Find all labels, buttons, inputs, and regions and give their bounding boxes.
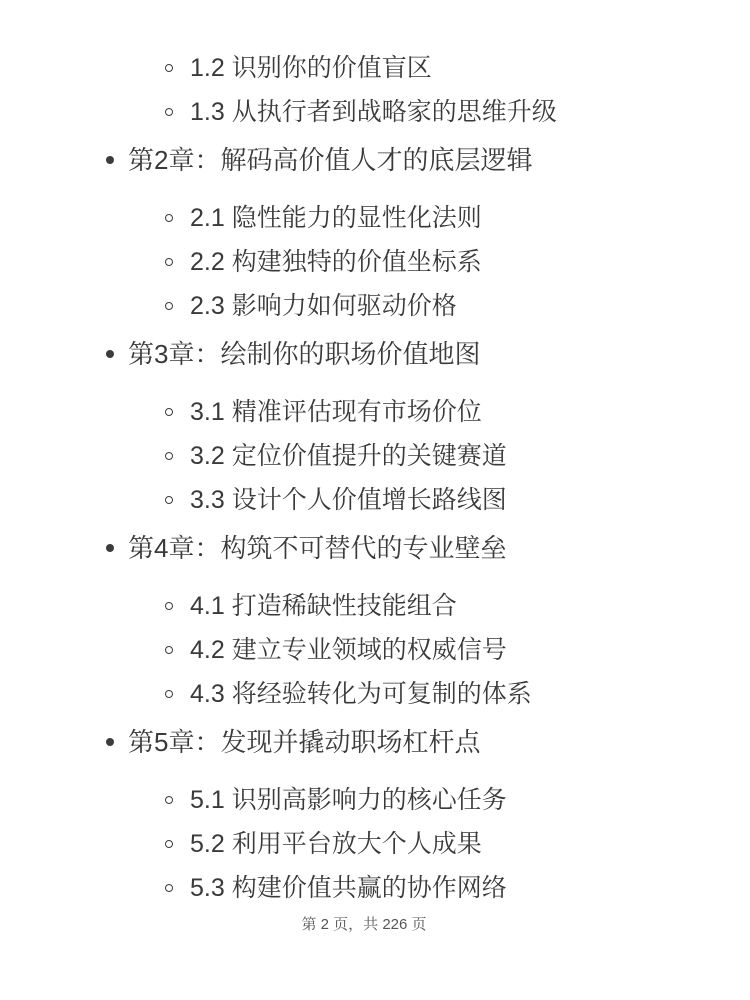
toc-section-item	[0, 394, 750, 430]
bullet-circle-icon	[165, 214, 173, 222]
toc-item-label: 4.3 将经验转化为可复制的体系	[190, 680, 532, 708]
bullet-circle-icon	[165, 452, 173, 460]
bullet-circle-icon	[165, 496, 173, 504]
page-indicator: 第 2 页，共 226 页	[301, 916, 427, 933]
toc-item-label: 第3章：绘制你的职场价值地图	[128, 339, 481, 369]
bullet-circle-icon	[165, 108, 173, 116]
toc-chapter-item	[0, 336, 750, 372]
toc-section-item	[0, 288, 750, 324]
bullet-disc-icon	[106, 156, 114, 164]
toc-item-label: 1.2 识别你的价值盲区	[190, 54, 432, 82]
toc-chapter-item	[0, 530, 750, 566]
bullet-circle-icon	[165, 64, 173, 72]
toc-item-label: 1.3 从执行者到战略家的思维升级	[190, 98, 557, 126]
toc-item-label: 2.3 影响力如何驱动价格	[190, 292, 457, 320]
toc-item-label: 5.3 构建价值共赢的协作网络	[190, 874, 507, 902]
bullet-circle-icon	[165, 646, 173, 654]
toc-item-label: 5.2 利用平台放大个人成果	[190, 830, 482, 858]
page-footer	[0, 914, 750, 936]
toc-item-label: 第5章：发现并撬动职场杠杆点	[128, 727, 481, 757]
toc-section-item	[0, 50, 750, 86]
toc-section-item	[0, 632, 750, 668]
bullet-disc-icon	[106, 350, 114, 358]
bullet-disc-icon	[106, 738, 114, 746]
bullet-circle-icon	[165, 840, 173, 848]
toc-item-label: 第4章：构筑不可替代的专业壁垒	[128, 533, 507, 563]
toc-section-item	[0, 200, 750, 236]
toc-item-label: 3.3 设计个人价值增长路线图	[190, 486, 507, 514]
toc-section-item	[0, 870, 750, 906]
toc-item-label: 2.2 构建独特的价值坐标系	[190, 248, 482, 276]
toc-section-item	[0, 94, 750, 130]
bullet-circle-icon	[165, 690, 173, 698]
toc-section-item	[0, 244, 750, 280]
toc-item-label: 4.1 打造稀缺性技能组合	[190, 592, 457, 620]
toc-section-item	[0, 588, 750, 624]
bullet-circle-icon	[165, 258, 173, 266]
bullet-circle-icon	[165, 884, 173, 892]
toc-item-label: 3.2 定位价值提升的关键赛道	[190, 442, 507, 470]
toc-item-label: 5.1 识别高影响力的核心任务	[190, 786, 507, 814]
bullet-circle-icon	[165, 408, 173, 416]
toc-item-label: 3.1 精准评估现有市场价位	[190, 398, 482, 426]
bullet-circle-icon	[165, 796, 173, 804]
bullet-disc-icon	[106, 544, 114, 552]
toc-section-item	[0, 482, 750, 518]
toc-chapter-item	[0, 724, 750, 760]
toc-item-label: 2.1 隐性能力的显性化法则	[190, 204, 482, 232]
toc-chapter-item	[0, 142, 750, 178]
toc-section-item	[0, 438, 750, 474]
toc-section-item	[0, 782, 750, 818]
toc-section-item	[0, 676, 750, 712]
bullet-circle-icon	[165, 602, 173, 610]
bullet-circle-icon	[165, 302, 173, 310]
toc-section-item	[0, 826, 750, 862]
toc-item-label: 第2章：解码高价值人才的底层逻辑	[128, 145, 533, 175]
toc-item-label: 4.2 建立专业领域的权威信号	[190, 636, 507, 664]
